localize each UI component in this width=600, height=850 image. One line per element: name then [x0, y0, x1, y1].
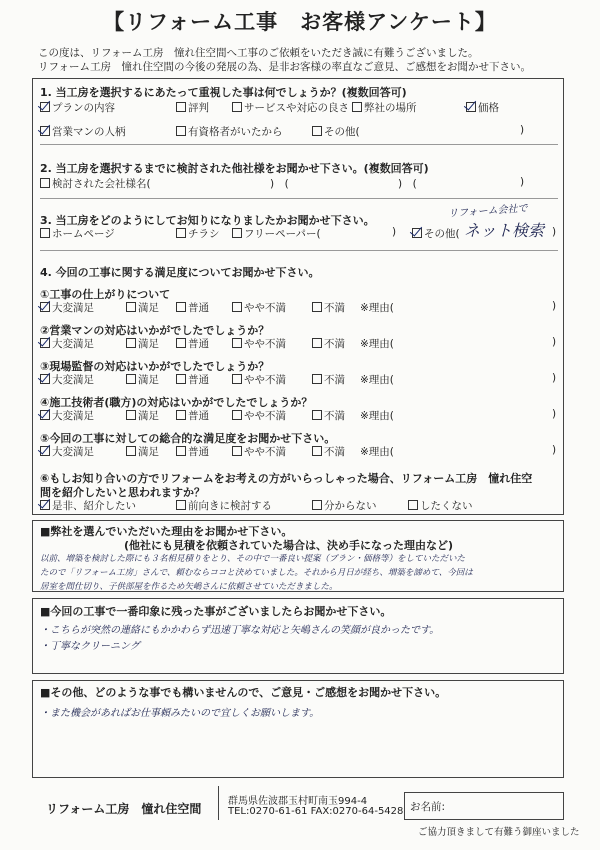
checkbox[interactable]: [40, 102, 50, 112]
q3-title: 3. 当工房をどのようにしてお知りになりましたかお聞かせ下さい。: [40, 214, 375, 227]
q4-sub3-dissatisfied[interactable]: 不満: [312, 372, 345, 387]
q4-sub5-neutral[interactable]: 普通: [176, 444, 209, 459]
impression-panel-title: ■今回の工事で一番印象に残った事がございましたらお聞かせ下さい。: [40, 605, 392, 618]
divider: [40, 144, 558, 145]
q4-sub1-satisfied[interactable]: 満足: [126, 300, 159, 315]
divider: [40, 250, 558, 251]
divider: [40, 198, 558, 199]
q3-option-homepage[interactable]: ホームページ: [40, 226, 115, 241]
q3-option-other[interactable]: その他(: [412, 226, 460, 241]
q4-sub4-reason[interactable]: ※理由(: [360, 410, 394, 422]
q4-sub4-neutral[interactable]: 普通: [176, 408, 209, 423]
q4-sub1-reason[interactable]: ※理由(: [360, 302, 394, 314]
q1-option-sales-personality[interactable]: 営業マンの人柄: [40, 124, 126, 139]
q4-sub2-somewhat-dissatisfied[interactable]: やや不満: [232, 336, 286, 351]
q4-sub2-reason-close: ): [552, 336, 557, 348]
checkbox[interactable]: [232, 374, 242, 384]
checkbox[interactable]: [232, 102, 242, 112]
q2-paren-2: ) (: [398, 178, 417, 190]
checkbox[interactable]: [408, 500, 418, 510]
q4-sub4-somewhat-dissatisfied[interactable]: やや不満: [232, 408, 286, 423]
q4-sub2-dissatisfied[interactable]: 不満: [312, 336, 345, 351]
company-address: 群馬県佐波郡玉村町南玉994-4: [228, 796, 368, 807]
q4-sub4-title: ④施工技術者(職方)の対応はいかがでしたでしょうか？: [40, 396, 313, 409]
q3-other-close: ): [552, 226, 557, 238]
name-label: お名前:: [410, 801, 446, 813]
other-handwritten-line-1[interactable]: ・また機会があればお仕事頼みたいので宜しくお願いします。: [40, 708, 320, 719]
q6-title-line-1: ⑥もしお知り合いの方でリフォームをお考えの方がいらっしゃった場合、リフォーム工房 憧れ住空: [40, 472, 533, 485]
reason-panel-title: ■弊社を選んでいただいた理由をお聞かせ下さい。: [40, 525, 293, 538]
q4-title: 4. 今回の工事に関する満足度についてお聞かせ下さい。: [40, 266, 320, 279]
q4-sub5-title: ⑤今回の工事に対しての総合的な満足度をお聞かせ下さい。: [40, 432, 336, 445]
q4-sub4-dissatisfied[interactable]: 不満: [312, 408, 345, 423]
checkbox[interactable]: [176, 302, 186, 312]
checkbox[interactable]: [176, 374, 186, 384]
q2-companies-field[interactable]: 検討された会社様名(: [40, 176, 151, 191]
reason-panel-subtitle: (他社にも見積を依頼されていた場合は、決め手になった理由など): [124, 539, 454, 552]
q3-option-freepaper[interactable]: フリーペーパー(: [232, 226, 321, 241]
q4-sub5-dissatisfied[interactable]: 不満: [312, 444, 345, 459]
checkbox[interactable]: [40, 500, 50, 510]
q2-paren-1: ) (: [270, 178, 289, 190]
checkbox[interactable]: [176, 228, 186, 238]
q4-sub5-satisfied[interactable]: 満足: [126, 444, 159, 459]
company-name: リフォーム工房 憧れ住空間: [46, 802, 202, 816]
q1-option-other[interactable]: その他(: [312, 124, 360, 139]
q4-sub2-title: ②営業マンの対応はいかがでしたでしょうか？: [40, 324, 270, 337]
q1-option-plan[interactable]: プランの内容: [40, 100, 115, 115]
q4-sub3-neutral[interactable]: 普通: [176, 372, 209, 387]
checkbox[interactable]: [40, 410, 50, 420]
reason-handwritten-line-3[interactable]: 居室を間仕切り、子供部屋を作るため矢嶋さんに依頼させていただきました。: [40, 582, 338, 592]
q4-sub5-reason[interactable]: ※理由(: [360, 446, 394, 458]
q4-sub2-reason[interactable]: ※理由(: [360, 338, 394, 350]
q4-sub1-title: ①工事の仕上がりについて: [40, 288, 171, 301]
q4-sub3-somewhat-dissatisfied[interactable]: やや不満: [232, 372, 286, 387]
intro-line-2: リフォーム工房 憧れ住空間の今後の発展の為、是非お客様の率直なご意見、ご感想をお聞かせ下さい。: [38, 61, 531, 73]
checkbox[interactable]: [312, 374, 322, 384]
q4-sub1-reason-close: ): [552, 300, 557, 312]
checkbox[interactable]: [466, 102, 476, 112]
thanks-text: ご協力頂きまして有難う御座いました: [418, 827, 580, 838]
checkbox[interactable]: [312, 410, 322, 420]
other-panel-title: ■その他、どのような事でも構いませんので、ご意見・ご感想をお聞かせ下さい。: [40, 686, 447, 699]
checkbox[interactable]: [312, 500, 322, 510]
q6-option-no[interactable]: したくない: [408, 498, 473, 513]
checkbox[interactable]: [176, 102, 186, 112]
impression-handwritten-line-2[interactable]: ・丁寧なクリーニング: [40, 641, 140, 652]
q2-paren-close: ): [520, 176, 525, 188]
q4-sub1-very-satisfied[interactable]: 大変満足: [40, 300, 94, 315]
q4-sub2-very-satisfied[interactable]: 大変満足: [40, 336, 94, 351]
checkbox[interactable]: [126, 374, 136, 384]
checkbox[interactable]: [40, 374, 50, 384]
q4-sub5-somewhat-dissatisfied[interactable]: やや不満: [232, 444, 286, 459]
q4-sub1-neutral[interactable]: 普通: [176, 300, 209, 315]
q1-option-qualified[interactable]: 有資格者がいたから: [176, 124, 283, 139]
checkbox[interactable]: [312, 338, 322, 348]
q4-sub2-neutral[interactable]: 普通: [176, 336, 209, 351]
q4-sub3-satisfied[interactable]: 満足: [126, 372, 159, 387]
checkbox[interactable]: [126, 302, 136, 312]
checkbox[interactable]: [232, 338, 242, 348]
checkbox[interactable]: [232, 410, 242, 420]
checkbox[interactable]: [40, 446, 50, 456]
intro-line-1: この度は、リフォーム工房 憧れ住空間へ工事のご依頼をいただき誠に有難うございました。: [38, 47, 479, 59]
reason-handwritten-line-2[interactable]: たので「リフォーム工房」さんで、頼むならココと決めていました。それから月日が経ち、増築を諦めて、今回は: [40, 568, 473, 578]
q1-option-price[interactable]: 価格: [466, 100, 499, 115]
checkbox[interactable]: [176, 338, 186, 348]
q4-sub4-satisfied[interactable]: 満足: [126, 408, 159, 423]
impression-handwritten-line-1[interactable]: ・こちらが突然の連絡にもかかわらず迅速丁寧な対応と矢嶋さんの笑顔が良かったです。: [40, 625, 440, 636]
q6-option-consider[interactable]: 前向きに検討する: [176, 498, 272, 513]
q1-title: 1. 当工房を選択するにあたって重視した事は何でしょうか？(複数回答可): [40, 86, 407, 99]
q4-sub3-reason[interactable]: ※理由(: [360, 374, 394, 386]
checkbox[interactable]: [40, 178, 50, 188]
reason-handwritten-line-1[interactable]: 以前、増築を検討した際にも３名相見積りをとり、その中で一番良い提案（プラン・価格等）をしていただいた: [40, 554, 466, 564]
checkbox[interactable]: [176, 126, 186, 136]
checkbox[interactable]: [126, 410, 136, 420]
q3-handwritten-note: リフォーム会社で: [447, 203, 528, 220]
survey-title: 【リフォーム工事 お客様アンケート】: [103, 10, 497, 34]
q2-title: 2. 当工房を選択するまでに検討された他社様をお聞かせ下さい。(複数回答可): [40, 162, 429, 175]
checkbox[interactable]: [232, 446, 242, 456]
q4-sub1-dissatisfied[interactable]: 不満: [312, 300, 345, 315]
checkbox[interactable]: [312, 302, 322, 312]
checkbox[interactable]: [352, 102, 362, 112]
checkbox[interactable]: [40, 228, 50, 238]
checkbox[interactable]: [40, 126, 50, 136]
q3-option-flyer[interactable]: チラシ: [176, 226, 220, 241]
q1-option-location[interactable]: 弊社の場所: [352, 100, 417, 115]
checkbox[interactable]: [176, 446, 186, 456]
q1-option-reputation[interactable]: 評判: [176, 100, 209, 115]
checkbox[interactable]: [176, 500, 186, 510]
checkbox[interactable]: [232, 302, 242, 312]
company-contact: TEL:0270-61-61 FAX:0270-64-5428: [228, 806, 404, 817]
q3-paper-close: ): [392, 226, 397, 238]
q4-sub3-title: ③現場監督の対応はいかがでしたでしょうか？: [40, 360, 270, 373]
checkbox[interactable]: [126, 338, 136, 348]
q4-sub5-reason-close: ): [552, 444, 557, 456]
q6-title-line-2: 間を紹介したいと思われますか？: [40, 486, 205, 499]
checkbox[interactable]: [312, 126, 322, 136]
q4-sub2-satisfied[interactable]: 満足: [126, 336, 159, 351]
checkbox[interactable]: [176, 410, 186, 420]
q6-option-unsure[interactable]: 分からない: [312, 498, 377, 513]
q1-other-close: ): [520, 124, 525, 136]
checkbox[interactable]: [126, 446, 136, 456]
checkbox[interactable]: [312, 446, 322, 456]
q4-sub3-very-satisfied[interactable]: 大変満足: [40, 372, 94, 387]
checkbox[interactable]: [232, 228, 242, 238]
q4-sub1-somewhat-dissatisfied[interactable]: やや不満: [232, 300, 286, 315]
q3-handwritten-answer: ネット検索: [464, 221, 545, 240]
q6-option-recommend[interactable]: 是非、紹介したい: [40, 498, 136, 513]
q4-sub3-reason-close: ): [552, 372, 557, 384]
q4-sub4-very-satisfied[interactable]: 大変満足: [40, 408, 94, 423]
checkbox[interactable]: [412, 228, 422, 238]
checkbox[interactable]: [40, 302, 50, 312]
q4-sub5-very-satisfied[interactable]: 大変満足: [40, 444, 94, 459]
q1-option-service[interactable]: サービスや対応の良さ: [232, 100, 349, 115]
q4-sub4-reason-close: ): [552, 408, 557, 420]
checkbox[interactable]: [40, 338, 50, 348]
